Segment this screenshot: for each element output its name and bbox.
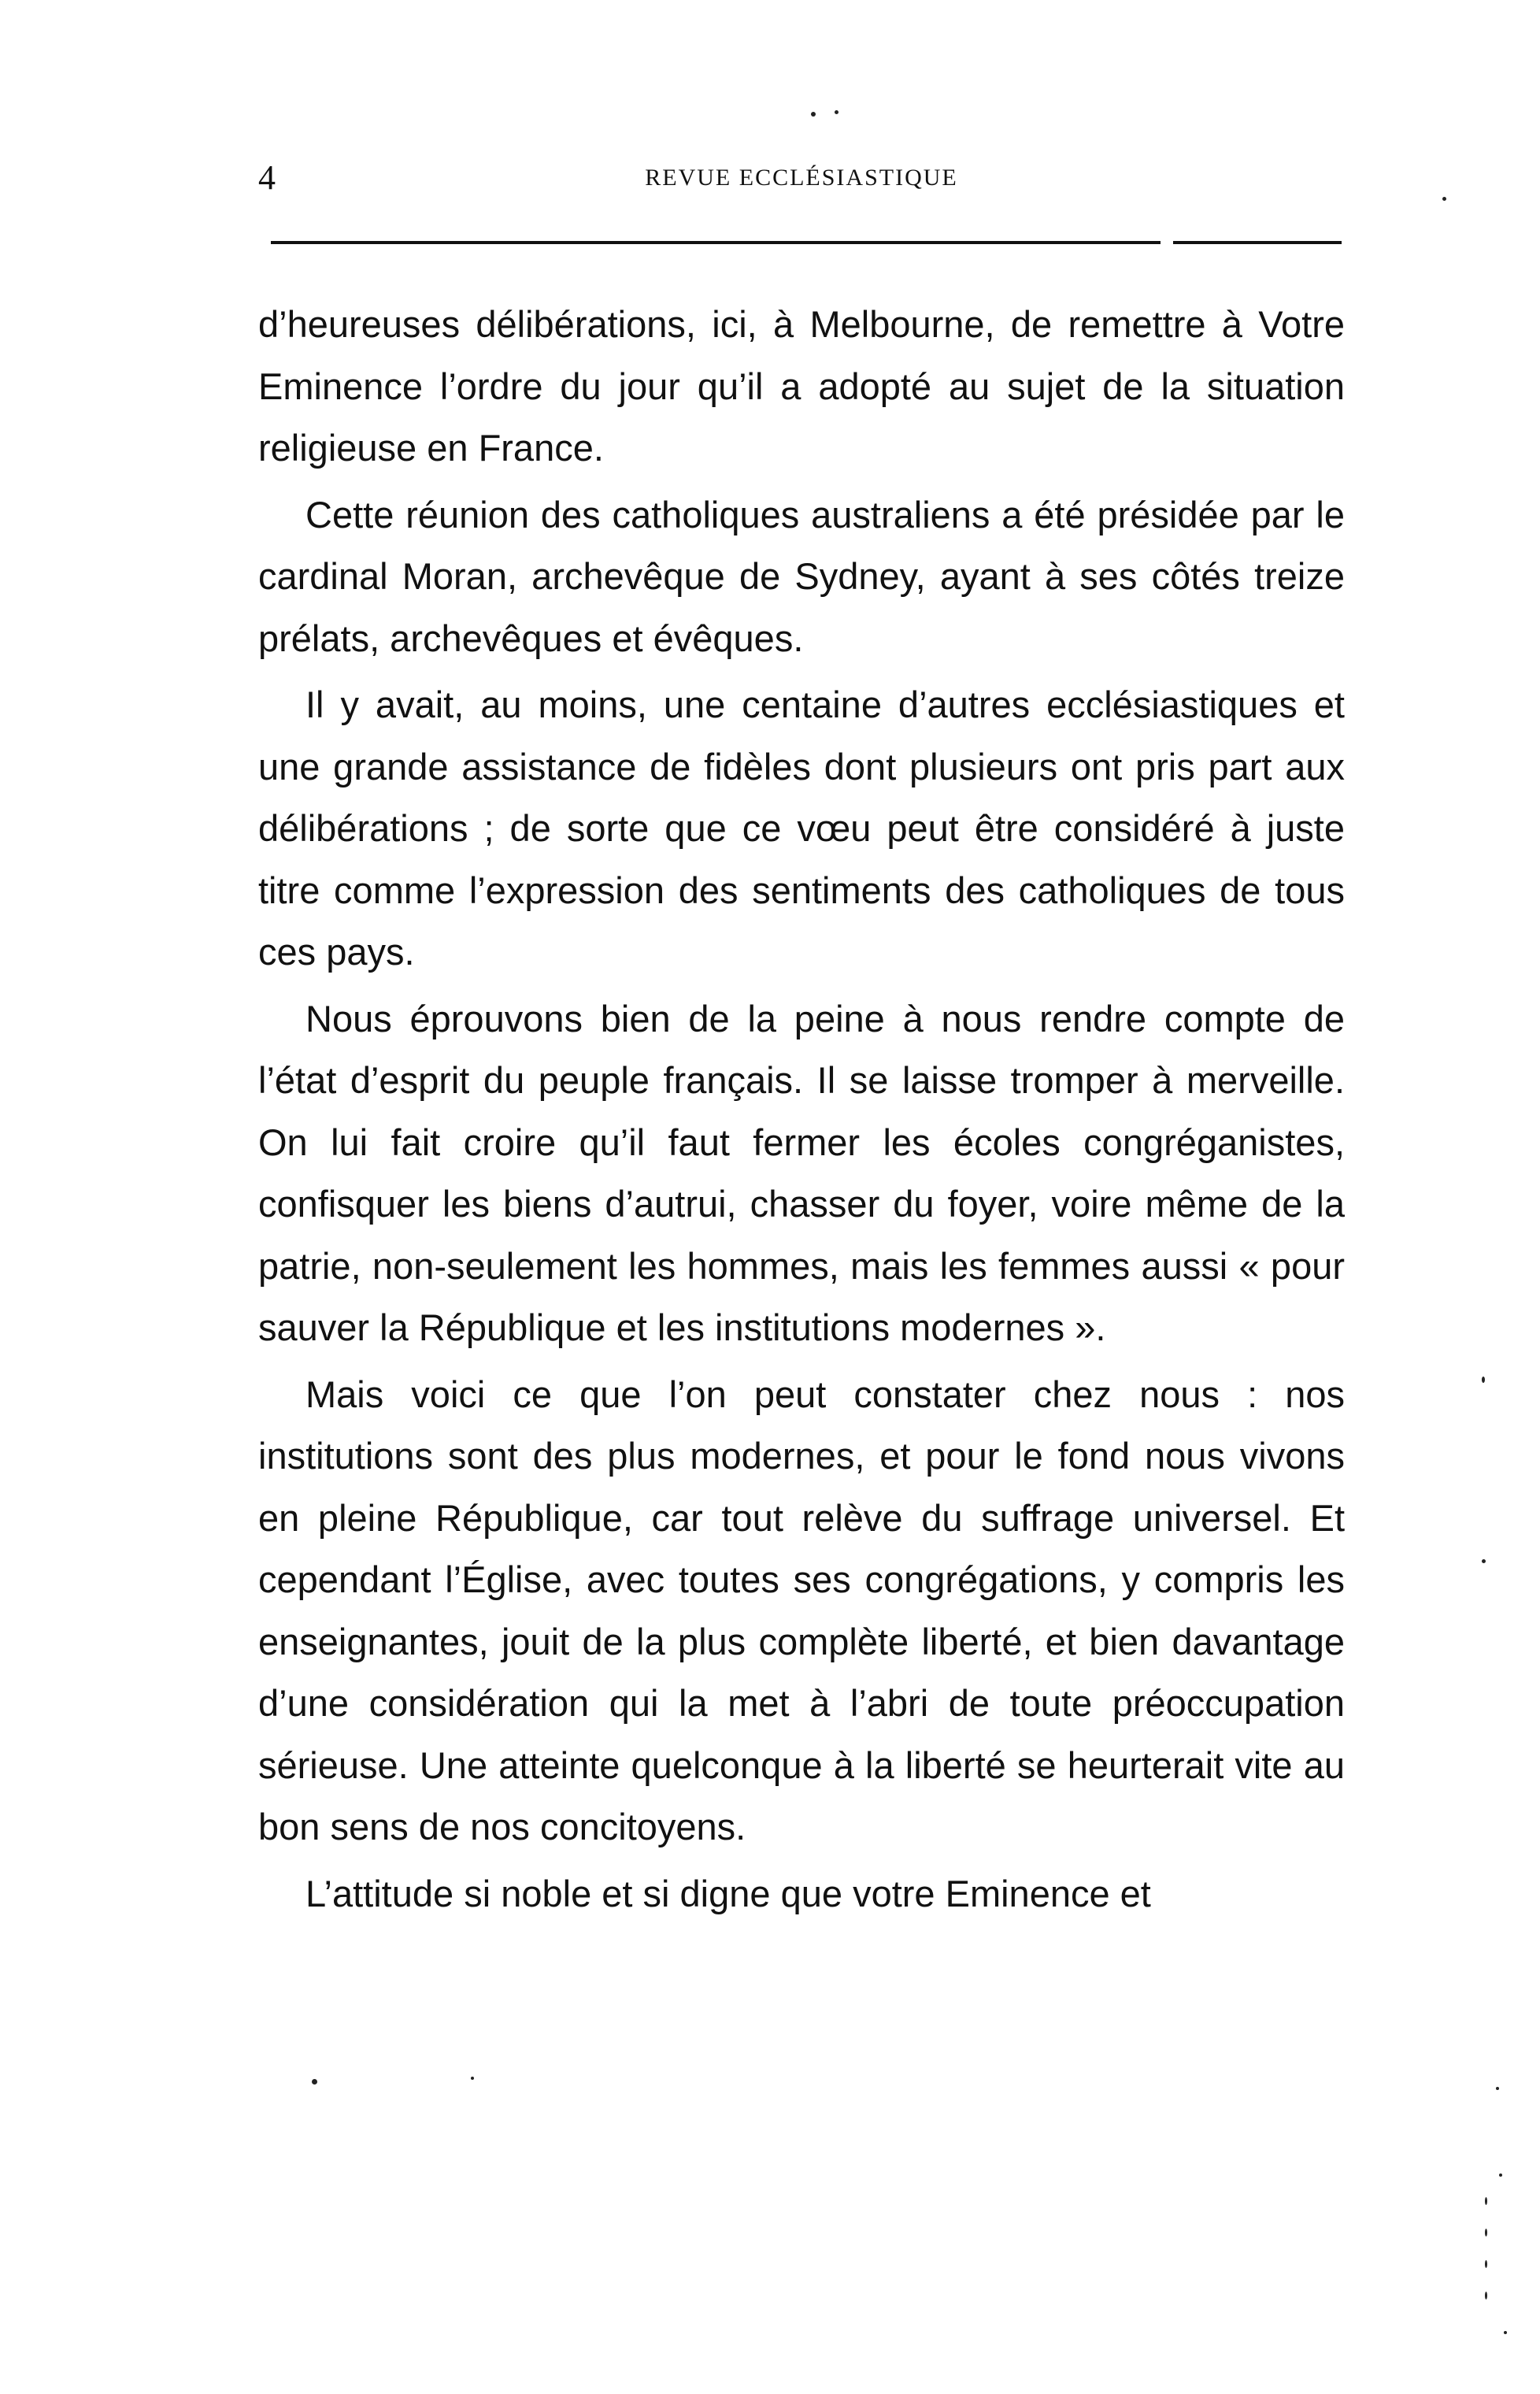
scan-speck [312,2079,317,2085]
paragraph: Mais voici ce que l’on peut constater chez nous : nos institutions sont des plus modernes, et pour le fond nous vivons en pleine République, car tout relève du suffrage universel. Et cependant l’Église, avec toutes ses congrégations, y compris les enseignantes, jouit de la plus complète liberté, et bien davantage d’une considération qui la met à l’abri de toute préoccupation sérieuse. Une atteinte quelconque à la liberté se heurterait vite au bon sens de nos concitoyens. [258,1373,1345,1847]
running-title: REVUE ECCLÉSIASTIQUE [645,165,958,191]
paragraph: Nous éprouvons bien de la peine à nous rendre compte de l’état d’esprit du peuple français. Il se laisse tromper à merveille. On lui fait croire qu’il faut fermer les écoles congréganistes, confisquer les biens d’autrui, chasser du foyer, voire même de la patrie, non-seulement les hommes, mais les femmes aussi « pour sauver la République et les institutions modernes ». [258,997,1345,1348]
scan-speck [471,2077,474,2080]
scan-speck [1485,2292,1487,2300]
paragraph: Il y avait, au moins, une centaine d’autres ecclésiastiques et une grande assistance de fidèles dont plusieurs ont pris part aux délibérations ; de sorte que ce vœu peut être considéré à juste titre comme l’expression des sentiments des catholiques de tous ces pays. [258,684,1345,973]
scan-speck [1485,2229,1487,2236]
paragraph: L’attitude si noble et si digne que votre Eminence et [305,1872,1151,1914]
scan-speck [811,112,816,117]
paragraph-continuation: d’heureuses délibérations, ici, à Melbourne, de remettre à Votre Eminence l’ordre du jour qu’il a adopté au sujet de la situation religieuse en France. [258,303,1345,469]
scan-speck [835,110,838,114]
page-header [258,154,1345,202]
scan-speck [1482,1377,1485,1383]
scan-speck [1485,2197,1487,2205]
scan-speck [1499,2174,1502,2177]
scan-speck [1442,197,1446,201]
header-rule [271,241,1161,244]
scan-speck [1496,2087,1499,2090]
page-number: 4 [258,158,276,197]
header-rule-short [1173,241,1342,244]
scan-speck [1504,2331,1507,2334]
scan-speck [1485,2260,1487,2268]
body-text [258,294,1345,1928]
scan-speck [1482,1559,1486,1563]
paragraph: Cette réunion des catholiques australiens a été présidée par le cardinal Moran, archevêque de Sydney, ayant à ses côtés treize prélats, archevêques et évêques. [258,493,1345,659]
